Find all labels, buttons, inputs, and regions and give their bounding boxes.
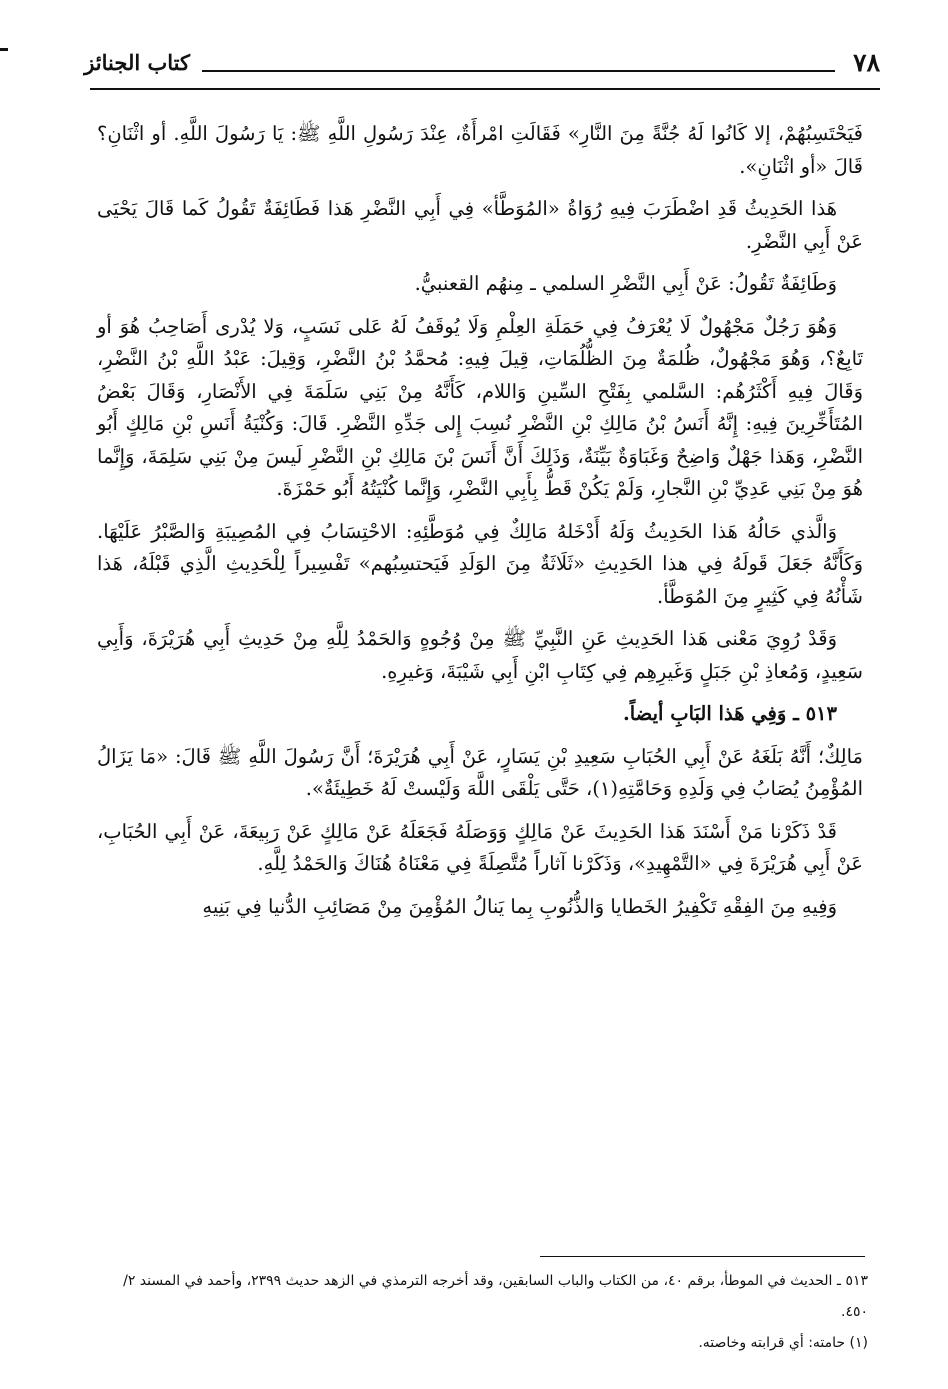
main-text <box>97 118 863 933</box>
footnote: (١) حامته: أي قرابته وخاصته. <box>698 1335 868 1351</box>
header-rule <box>90 88 880 90</box>
paragraph: وَالَّذي حَالُهُ هَذا الحَدِيثُ وَلَهُ أَدْخَلهُ مَالِكٌ فِي مُوَطَّئِهِ: الاحْتِسَابُ فِي المُصِيبَةِ وَالصَّبْرُ عَلَيْهَا. وَكَأَنَّهُ جَعَلَ قَولَهُ فِي هذا الحَدِيثِ «ثَلَاثَةٌ مِنَ الوَلَدِ فَيَحتسِبُهم» تَفْسِيراً لِلْحَدِيثِ الَّذِي قَبْلَهُ، هَذا شَأْنُهُ فِي كَثِيرٍ مِنَ المُوَطَّأ. <box>97 519 863 608</box>
footnote-separator <box>540 1256 865 1257</box>
paragraph: قَدْ ذَكَرْنا مَنْ أَسْنَدَ هَذا الحَدِيثَ عَنْ مَالِكٍ وَوَصَلَهُ فَجَعَلَهُ عَنْ مَالِكٍ عَنْ رَبِيعَةَ، عَنْ أَبِي الحُبَابِ، عَنْ أَبِي هُرَيْرَةَ فِي «التَّمْهِيدِ»، وَذَكَرْنا آثاراً مُتَّصِلَةً فِي مَعْنَاهُ هُنَاكَ وَالحَمْدُ لِلَّهِ. <box>97 819 863 875</box>
paragraph: وَقَدْ رُوِيَ مَعْنى هَذا الحَدِيثِ عَنِ النَّبِيِّ ﷺ مِنْ وُجُوهٍ وَالحَمْدُ لِلَّهِ مِنْ حَدِيثِ أَبِي هُرَيْرَةَ، وَأَبِي سَعِيدٍ، وَمُعاذِ بْنِ جَبَلٍ وَغَيرِهِم فِي كِتَابِ ابْنِ أَبِي شَيْبَةَ، وَغيرِهِ. <box>97 627 863 683</box>
paragraph: هَذا الحَدِيثُ قَدِ اضْطَرَبَ فِيهِ رُوَاةُ «المُوَطَّأ» فِي أَبِي النَّضْرِ هَذا فَطَائِفَةٌ تَقُولُ كَما قَالَ يَحْيَى عَنْ أَبِي النَّضْرِ. <box>97 197 863 253</box>
book-title: كتاب الجنائز <box>84 50 190 75</box>
running-header <box>84 44 880 90</box>
paragraph: مَالِكٌ؛ أَنَّهُ بَلَغَهُ عَنْ أَبِي الحُبَابِ سَعِيدِ بْنِ يَسَارٍ، عَنْ أَبِي هُرَيْرَةَ؛ أَنَّ رَسُولَ اللَّهِ ﷺ قَالَ: «مَا يَزَالُ المُؤْمِنُ يُصَابُ فِي وَلَدِهِ وَحَامَّتِهِ(١)، حَتَّى يَلْقَى اللَّهَ وَلَيْستْ لَهُ خَطِيئَةٌ». <box>97 744 863 800</box>
paragraph: وَهُوَ رَجُلٌ مَجْهُولٌ لَا يُعْرَفُ فِي حَمَلَةِ العِلْمِ وَلَا يُوقَفُ لَهُ عَلى نَسَبٍ، وَلا يُدْرى أَصَاحِبُ هُوَ أو تَابِعٌ؟، وَهُوَ مَجْهُولٌ، ظُلمَةٌ مِنَ الظُّلُمَاتِ، قِيلَ فِيهِ: مُحمَّدُ بْنُ النَّضْرِ، وَقِيلَ: عَبْدُ اللَّهِ بْنُ النَّضْرِ، وَقَالَ فِيهِ أَكْثَرُهُم: السَّلمي بِفَتْحِ السِّينِ وَاللام، كَأَنَّهُ مِنْ بَنِي سَلَمَةَ فِي الأَنْصَارِ، وَقَالَ بَعْضُ المُتَأَخِّرِينَ فِيهِ: إِنَّهُ أَنَسُ بْنُ مَالِكِ بْنِ النَّضْرِ نُسِبَ إِلى جَدِّهِ النَّضْرِ. قَالَ: وَكُنْيَةُ أَنَسِ بْنِ مَالِكٍ أَبُو النَّضْرِ، وَهَذا جَهْلٌ وَاضِحٌ وَغَبَاوَةٌ بَيِّنَةٌ، وَذَلِكَ أَنَّ أَنَسَ بْنَ مَالِكِ بْنِ النَّضْرِ لَيسَ مِنْ بَنِي سَلِمَةَ، وَإِنَّما هُوَ مِنْ بَنِي عَدِيِّ بْنِ النَّجارِ، وَلَمْ يَكُنْ قَطُّ بِأَبِي النَّضْرِ، وَإِنَّما كُنْيَتُهُ أَبُو حَمْزَةَ. <box>97 314 863 500</box>
hadith-heading: ٥١٣ ـ وَفِي هَذا البَابِ أيضاً. <box>622 702 837 725</box>
paragraph: فَيَحْتَسِبُهُمْ، إلا كَانُوا لَهُ جُنَّةً مِنَ النَّارِ» فَقَالَتِ امْرأَةٌ، عِنْدَ رَسُولِ اللَّهِ ﷺ: يَا رَسُولَ اللَّهِ. أو اثْنَانِ؟ قَالَ «أو اثْنَانِ». <box>97 122 863 178</box>
footnote: ٥١٣ ـ الحديث في الموطأ، برقم ٤٠، من الكتاب والباب السابقين، وقد أخرجه الترمذي في الزهد حديث ٢٣٩٩، وأحمد في المسند ٢/ ٤٥٠. <box>123 1273 868 1320</box>
page-number: ٧٨ <box>853 48 880 77</box>
page-edge-mark <box>0 48 8 51</box>
paragraph: وَطَائِفَةٌ تَقُولُ: عَنْ أَبِي النَّضْرِ السلمي ـ مِنهُم القعنبيُّ. <box>414 272 837 295</box>
paragraph: وَفِيهِ مِنَ الفِقْهِ تَكْفِيرُ الخَطايا وَالذُّنُوبِ بِما يَنالُ المُؤْمِنَ مِنْ مَصَائِبِ الدُّنيا فِي بَنِيهِ <box>202 894 837 918</box>
footnotes <box>92 1266 868 1359</box>
header-dash-line <box>202 70 835 72</box>
